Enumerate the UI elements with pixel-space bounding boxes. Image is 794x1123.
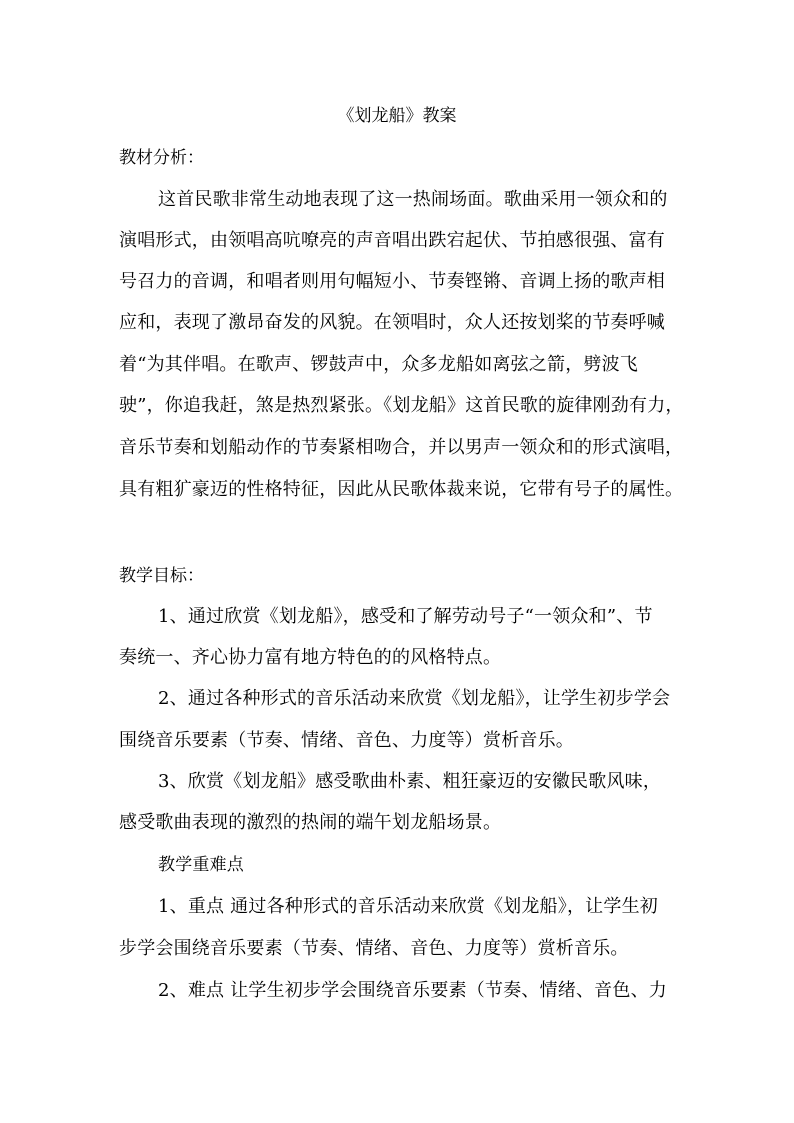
- analysis-line-4: 应和，表现了激昂奋发的风貌。在领唱时，众人还按划桨的节奏呼喊: [119, 312, 665, 333]
- analysis-line-7: 音乐节奏和划船动作的节奏紧相吻合，并以男声一领众和的形式演唱，: [119, 437, 684, 458]
- analysis-heading: 教材分析：: [119, 148, 204, 168]
- analysis-line-6: 驶”，你追我赶，煞是热烈紧张。《划龙船》这首民歌的旋律刚劲有力，: [119, 395, 684, 416]
- objective-line-4: 围绕音乐要素（节奏、情绪、音色、力度等）赏析音乐。: [119, 730, 574, 751]
- analysis-line-5: 着“为其伴唱。在歌声、锣鼓声中，众多龙船如离弦之箭，劈波飞: [119, 354, 638, 375]
- objectives-heading: 教学目标：: [119, 566, 204, 586]
- keypoint-line-1: 1、重点 通过各种形式的音乐活动来欣赏《划龙船》，让学生初: [158, 896, 658, 917]
- analysis-line-2: 演唱形式，由领唱高吭嘹亮的声音唱出跌宕起伏、节拍感很强、富有: [119, 230, 665, 251]
- objective-line-1: 1、通过欣赏《划龙船》，感受和了解劳动号子“一领众和”、节: [158, 606, 653, 627]
- analysis-line-8: 具有粗犷豪迈的性格特征，因此从民歌体裁来说，它带有号子的属性。: [119, 479, 684, 500]
- objective-line-6: 感受歌曲表现的激烈的热闹的端午划龙船场景。: [119, 812, 502, 833]
- analysis-line-3: 号召力的音调，和唱者则用句幅短小、节奏铿锵、音调上扬的歌声相: [119, 271, 665, 292]
- keypoints-heading: 教学重难点: [158, 855, 244, 875]
- objective-line-5: 3、欣赏《划龙船》感受歌曲朴素、粗狂豪迈的安徽民歌风味，: [158, 771, 662, 792]
- objective-line-3: 2、通过各种形式的音乐活动来欣赏《划龙船》，让学生初步学会: [158, 688, 671, 709]
- keypoint-line-2: 步学会围绕音乐要素（节奏、情绪、音色、力度等）赏析音乐。: [119, 938, 629, 959]
- document-title: 《划龙船》教案: [337, 106, 457, 126]
- keypoint-line-3: 2、难点 让学生初步学会围绕音乐要素（节奏、情绪、音色、力: [158, 980, 667, 1001]
- objective-line-2: 奏统一、齐心协力富有地方特色的的风格特点。: [119, 647, 502, 668]
- analysis-line-1: 这首民歌非常生动地表现了这一热闹场面。歌曲采用一领众和的: [158, 189, 668, 210]
